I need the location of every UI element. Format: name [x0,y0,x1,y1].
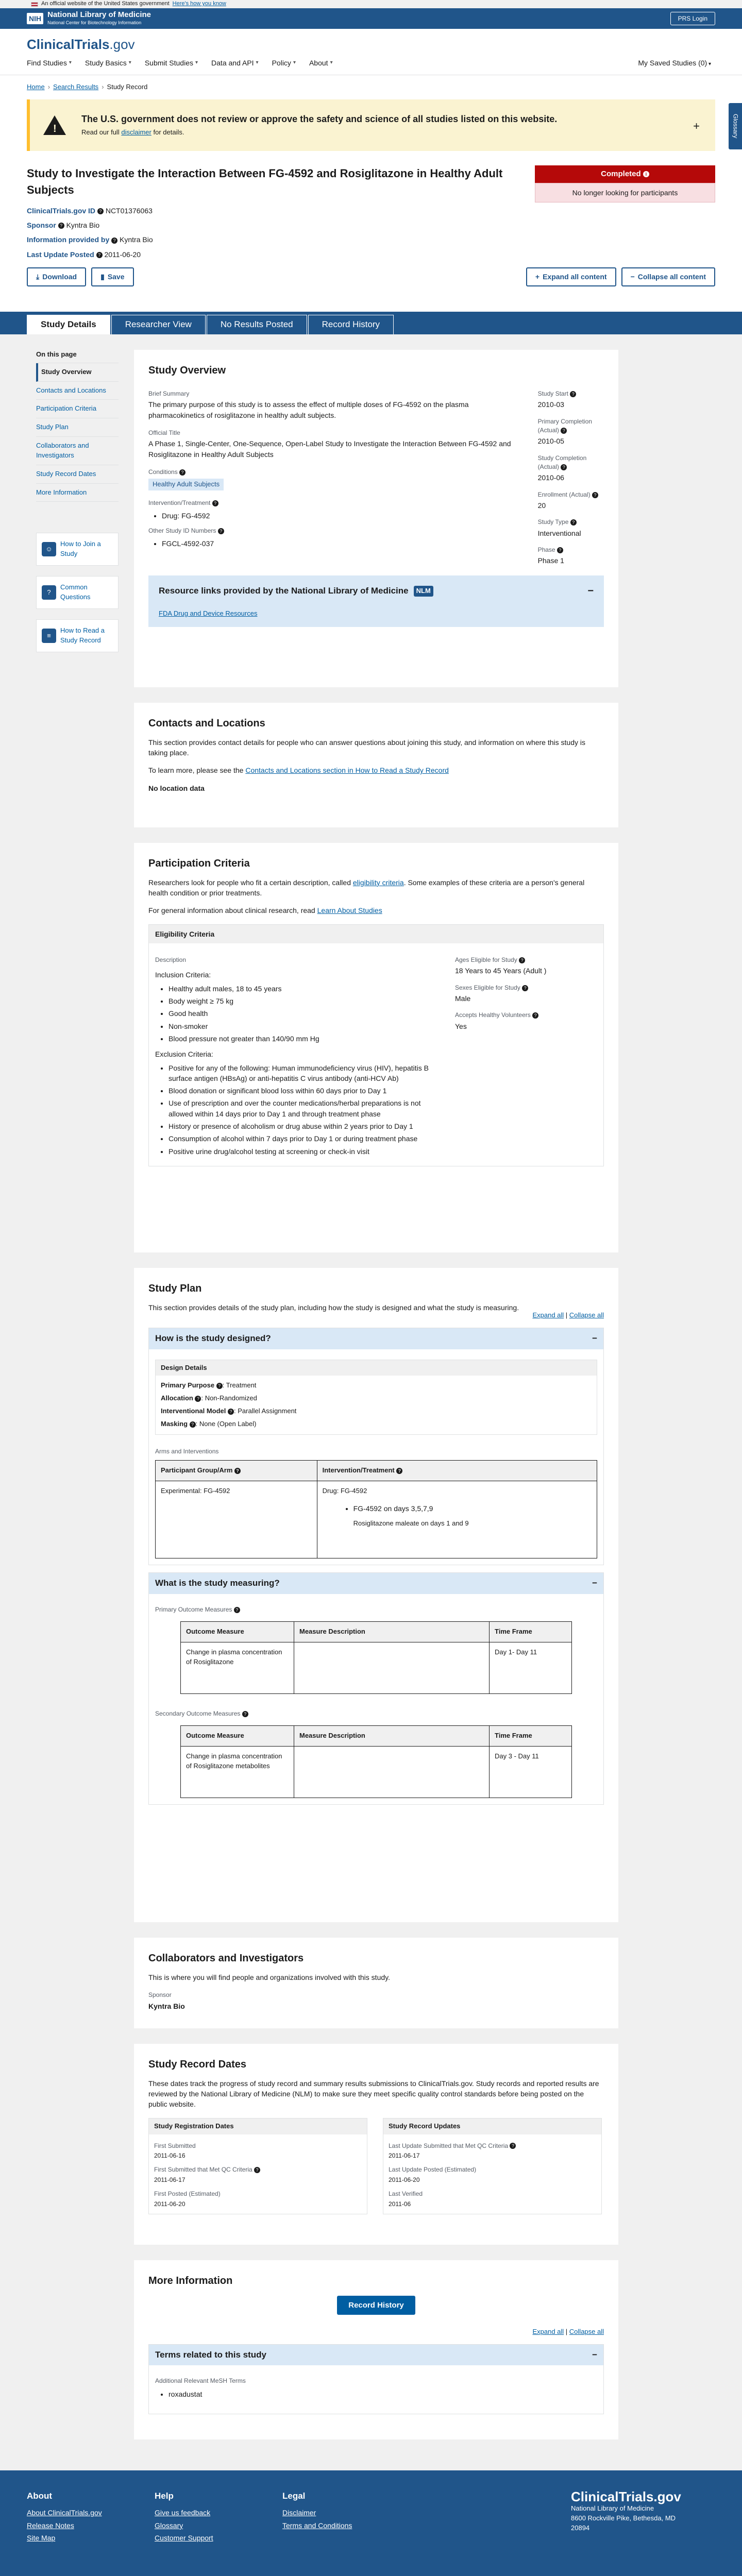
download-icon: ⤓ [36,272,40,281]
info-icon[interactable]: ? [111,238,117,244]
help-join-study[interactable]: ☺ How to Join a Study [36,533,119,566]
expand-all-button[interactable]: + Expand all content [526,267,616,286]
info-icon[interactable]: i [643,171,649,177]
study-header [0,151,742,312]
bookmark-icon: ▮ [100,272,105,281]
collaborators-section: Collaborators and Investigators This is where you will find people and organizations involved with this study. Sponsor Kyntra Bio [134,1938,618,2028]
record-history-button[interactable]: Record History [337,2296,415,2315]
footer-link[interactable]: Release Notes [27,2521,74,2530]
info-icon[interactable]: ? [96,252,103,258]
overview-facts: Study Start ? 2010-03 Primary Completion (Actual) ? 2010-05 Study Completion (Actual) ? 2010-06 Enrollment (Actual) ? 20 Study Type ? Interventional Phase ? Phase 1 [538,384,604,566]
update-dates: Study Record Updates Last Update Submitted that Met QC Criteria ? 2011-06-17 Last Update Posted (Estimated) 2011-06-20 Last Verified 2011-06 [383,2118,602,2214]
help-read-record[interactable]: ≡ How to Read a Study Record [36,619,119,652]
collapse-all-button[interactable]: − Collapse all content [621,267,715,286]
question-icon: ? [42,585,56,600]
sidebar-item-overview[interactable]: Study Overview [36,363,119,382]
footer-link[interactable]: Glossary [155,2521,183,2530]
footer-link[interactable]: Give us feedback [155,2509,211,2517]
primary-outcomes-table: Outcome Measure Measure Description Time Frame Change in plasma concentration of Rosiglitazone Day 1- Day 11 [180,1621,572,1694]
brief-summary: The primary purpose of this study is to assess the effect of multiple doses of FG-4592 on the plasma pharmacokinetics of rosiglitazone in healthy adult subjects. [148,400,469,419]
sidebar-item-plan[interactable]: Study Plan [36,418,119,437]
ncbi-name: National Center for Biotechnology Information [47,20,142,25]
tab-record-history[interactable]: Record History [308,315,394,334]
study-sponsor: Sponsor ? Kyntra Bio [27,221,100,229]
nlm-logo[interactable] [27,11,151,26]
page-sidebar [36,350,119,2455]
study-plan-section: Study Plan This section provides details of the study plan, including how the study is designed and what the study is measuring. Expand all | Collapse all How is the study designed? − Design Details Primary Purpose ? : Treatment Allocation ? : Non-Randomized Interventional Model ? : Parallel Assignment Masking ? : None (Open Label) Arms and Interventions Participant Group/Arm ? Intervention/Treatment ? Experimental: FG-4592 Drug: FG-4592 • FG-4592 on days 3,5,7,9 Rosiglitazone maleate on days 1 and 9 What is the study measuring? − Primary Outcome Measures ? Outcome Measure Measure Description Time Frame Change in plasma concentration of Rosiglitazone Day 1- Day 11 Secondary Outcome Measures ? Outcome Measure Measure Description Time Frame Change in plasma concentration of Rosiglitazone metabolites Day 3 - Day 11 [134,1268,618,1922]
footer-link[interactable]: Customer Support [155,2534,213,2543]
person-icon: ☺ [42,542,56,556]
breadcrumb-current: Study Record [107,83,148,91]
mesh-term: • roxadustat [168,2389,597,2399]
nav-about[interactable]: About ▾ [309,58,333,68]
footer-brand: ClinicalTrials.gov National Library of Medicine 8600 Rockville Pike, Bethesda, MD 20894 [571,2488,681,2532]
arms-table: Participant Group/Arm ? Intervention/Treatment ? Experimental: FG-4592 Drug: FG-4592 • FG-4592 on days 3,5,7,9 Rosiglitazone maleate on days 1 and 9 [155,1460,597,1558]
section-title: Study Overview [148,364,226,376]
study-tabs [0,312,742,334]
contacts-section: Contacts and Locations This section provides contact details for people who can answer questions about joining this study, and information on where this study is taking place. To learn more, please see the Contacts and Locations section in How to Read a Study Record No location data [134,703,618,827]
footer-link[interactable]: Site Map [27,2534,56,2543]
warning-icon [43,115,66,135]
design-accordion: How is the study designed? − Design Details Primary Purpose ? : Treatment Allocation ? : Non-Randomized Interventional Model ? : Parallel Assignment Masking ? : None (Open Label) Arms and Interventions Participant Group/Arm ? Intervention/Treatment ? Experimental: FG-4592 Drug: FG-4592 • FG-4592 on days 3,5,7,9 Rosiglitazone maleate on days 1 and 9 [148,1328,604,1565]
gov-banner-text: An official website of the United States government [41,1,170,7]
tab-study-details[interactable]: Study Details [27,315,110,334]
terms-accordion: Terms related to this study − Additional Relevant MeSH Terms • roxadustat [148,2344,604,2414]
download-button[interactable]: ⤓ Download [27,267,86,286]
tab-researcher-view[interactable]: Researcher View [111,315,206,334]
nlm-header [0,8,742,29]
fda-resources-link[interactable]: FDA Drug and Device Resources [159,609,258,617]
condition-tag[interactable]: Healthy Adult Subjects [148,479,224,490]
footer-link[interactable]: Disclaimer [282,2509,316,2517]
help-common-questions[interactable]: ? Common Questions [36,576,119,609]
no-location-data: No location data [148,784,205,792]
learn-about-studies-link[interactable]: Learn About Studies [317,906,382,915]
main-nav [27,58,715,68]
eligibility-box: Eligibility Criteria Description Inclusion Criteria: • Healthy adult males, 18 to 45 years • Body weight ≥ 75 kg • Good health • Non-smoker • Blood pressure not greater than 140/90 mm Hg Exclusion Criteria: • Positive for any of the following: Human immunodeficiency virus (HIV), hepatitis B surface antigen (HBsAg) or anti-hepatitis C virus antibody (anti-HCV Ab) • Blood donation or significant blood loss within 60 days prior to Day 1 • Use of prescription and over the counter medications/herbal preparations is not allowed within 14 days prior to Day 1 and through treatment phase • History or presence of alcoholism or drug abuse within 2 years prior to Day 1 • Consumption of alcohol within 7 days prior to Day 1 or during treatment phase • Positive urine drug/alcohol testing at screening or check-in visit Ages Eligible for Study ? 18 Years to 45 Years (Adult ) Sexes Eligible for Study ? Male Accepts Healthy Volunteers ? Yes [148,924,604,1166]
site-footer: About About ClinicalTrials.gov Release Notes Site Map Help Give us feedback Glossary Customer Support Legal Disclaimer Terms and Conditions ClinicalTrials.gov National Library of Medicine 8600 Rockville Pike, Bethesda, MD 20894 [0,2470,742,2576]
footer-link[interactable]: About ClinicalTrials.gov [27,2509,102,2517]
official-title: A Phase 1, Single-Center, One-Sequence, Open-Label Study to Investigate the Interaction Between FG-4592 and Rosiglitazone in Healthy Adult Subjects [148,439,511,459]
info-icon[interactable]: ? [58,223,64,229]
secondary-outcomes-table: Outcome Measure Measure Description Time Frame Change in plasma concentration of Rosiglitazone metabolites Day 3 - Day 11 [180,1725,572,1798]
info-icon[interactable]: ? [97,208,104,214]
sidebar-item-criteria[interactable]: Participation Criteria [36,400,119,418]
more-expand-all[interactable]: Expand all [532,2327,564,2335]
study-overview-section: Study Overview Brief Summary The primary purpose of this study is to assess the effect of multiple doses of FG-4592 on the plasma pharmacokinetics of rosiglitazone in healthy adult subjects. Official Title A Phase 1, Single-Center, One-Sequence, Open-Label Study to Investigate the Interaction Between FG-4592 and Rosiglitazone in Healthy Adult Subjects Conditions ? Healthy Adult Subjects Intervention/Treatment ? • Drug: FG-4592 Other Study ID Numbers ? • FGCL-4592-037 Study Start ? 2010-03 Primary Completion (Actual) ? 2010-05 Study Completion (Actual) ? 2010-06 Enrollment (Actual) ? 20 Study Type ? Interventional Phase ? Phase 1 Resource links provided by the National Library of Medicine NLM − FDA Drug and Device Resources [134,350,618,687]
site-header [0,29,742,75]
more-collapse-all[interactable]: Collapse all [569,2327,604,2335]
footer-link[interactable]: Terms and Conditions [282,2521,352,2530]
info-icon[interactable]: ? [218,528,224,534]
contacts-help-link[interactable]: Contacts and Locations section in How to Read a Study Record [245,766,449,775]
info-icon[interactable]: ? [212,500,218,506]
plan-collapse-all[interactable]: Collapse all [569,1311,604,1319]
collapse-icon[interactable]: − [587,585,594,597]
plan-expand-all[interactable]: Expand all [532,1311,564,1319]
site-logo[interactable]: ClinicalTrials.gov [27,37,135,52]
info-icon[interactable]: ? [179,469,185,476]
breadcrumb: Home › Search Results › Study Record [0,75,742,92]
collapse-icon[interactable]: − [592,1578,597,1588]
nav-study-basics[interactable]: Study Basics ▾ [85,58,131,68]
save-button[interactable]: ▮ Save [91,267,133,286]
breadcrumb-home[interactable]: Home [27,83,45,91]
nlm-logo-icon: NLM [414,586,433,597]
disclaimer-link[interactable]: disclaimer [121,128,151,137]
sidebar-item-collaborators[interactable]: Collaborators and Investigators [36,437,119,465]
tab-no-results[interactable]: No Results Posted [207,315,307,334]
status-badge: Completed i No longer looking for participants [535,165,715,202]
how-you-know-link[interactable]: Here's how you know [172,1,226,7]
glossary-tab[interactable]: Glossary [729,103,742,149]
study-id: ClinicalTrials.gov ID ? NCT01376063 [27,206,153,215]
nlm-resources: Resource links provided by the National Library of Medicine NLM − FDA Drug and Device Resources [148,575,604,627]
more-info-section: More Information Record History Expand all | Collapse all Terms related to this study − Additional Relevant MeSH Terms • roxadustat [134,2260,618,2439]
intervention-item: • Drug: FG-4592 [162,511,517,521]
prs-login-button[interactable]: PRS Login [670,12,715,25]
expand-icon[interactable]: + [693,119,700,132]
disclaimer-alert: ! The U.S. government does not review or approve the safety and science of all studies listed on this website. Read our full disclaimer for details. + [27,99,715,151]
study-last-update: Last Update Posted ? 2011-06-20 [27,250,141,259]
gov-banner [0,0,742,8]
study-info-provider: Information provided by ? Kyntra Bio [27,235,153,244]
registration-dates: Study Registration Dates First Submitted 2011-06-16 First Submitted that Met QC Criteria ? 2011-06-17 First Posted (Estimated) 2011-06-20 [148,2118,367,2214]
study-title: Study to Investigate the Interaction Between FG-4592 and Rosiglitazone in Healthy Adult Subjects [27,166,503,196]
saved-studies-menu[interactable]: My Saved Studies (0) ▾ [638,58,711,69]
sidebar-item-more-info[interactable]: More Information [36,484,119,502]
record-dates-section: Study Record Dates These dates track the progress of study record and summary results submissions to ClinicalTrials.gov. Study records and reported results are reviewed by the National Library of Medicine (NLM) to make sure they meet specific quality control standards before being posted on the public website. Study Registration Dates First Submitted 2011-06-16 First Submitted that Met QC Criteria ? 2011-06-17 First Posted (Estimated) 2011-06-20 Study Record Updates Last Update Submitted that Met QC Criteria ? 2011-06-17 Last Update Posted (Estimated) 2011-06-20 Last Verified 2011-06 [134,2044,618,2245]
measures-accordion: What is the study measuring? − Primary Outcome Measures ? Outcome Measure Measure Description Time Frame Change in plasma concentration of Rosiglitazone Day 1- Day 11 Secondary Outcome Measures ? Outcome Measure Measure Description Time Frame Change in plasma concentration of Rosiglitazone metabolites Day 3 - Day 11 [148,1572,604,1805]
disclaimer-title: The U.S. government does not review or approve the safety and science of all studies listed on this website. [81,114,558,125]
sidebar-item-dates[interactable]: Study Record Dates [36,465,119,484]
collab-sponsor: Kyntra Bio [148,2002,185,2010]
nav-policy[interactable]: Policy ▾ [272,58,296,68]
collapse-icon[interactable]: − [592,1333,597,1343]
participation-criteria-section: Participation Criteria Researchers look for people who fit a certain description, called eligibility criteria. Some examples of these criteria are a person's general health condition or prior treatments. For general information about clinical research, read Learn About Studies Eligibility Criteria Description Inclusion Criteria: • Healthy adult males, 18 to 45 years • Body weight ≥ 75 kg • Good health • Non-smoker • Blood pressure not greater than 140/90 mm Hg Exclusion Criteria: • Positive for any of the following: Human immunodeficiency virus (HIV), hepatitis B surface antigen (HBsAg) or anti-hepatitis C virus antibody (anti-HCV Ab) • Blood donation or significant blood loss within 60 days prior to Day 1 • Use of prescription and over the counter medications/herbal preparations is not allowed within 14 days prior to Day 1 and through treatment phase • History or presence of alcoholism or drug abuse within 2 years prior to Day 1 • Consumption of alcohol within 7 days prior to Day 1 or during treatment phase • Positive urine drug/alcohol testing at screening or check-in visit Ages Eligible for Study ? 18 Years to 45 Years (Adult ) Sexes Eligible for Study ? Male Accepts Healthy Volunteers ? Yes [134,843,618,1252]
other-id-item: • FGCL-4592-037 [162,538,517,549]
nih-logo-icon: NIH [27,13,43,24]
collapse-icon[interactable]: − [592,2349,597,2360]
breadcrumb-search-results[interactable]: Search Results [53,83,99,91]
nlm-name: National Library of Medicine [47,10,151,20]
nav-submit-studies[interactable]: Submit Studies ▾ [145,58,198,68]
nav-data-api[interactable]: Data and API ▾ [211,58,259,68]
us-flag-icon [31,2,38,7]
sidebar-item-contacts[interactable]: Contacts and Locations [36,382,119,400]
sidebar-heading: On this page [36,350,119,363]
eligibility-link[interactable]: eligibility criteria [352,878,404,887]
document-icon: ≡ [42,629,56,643]
nav-find-studies[interactable]: Find Studies ▾ [27,58,72,68]
